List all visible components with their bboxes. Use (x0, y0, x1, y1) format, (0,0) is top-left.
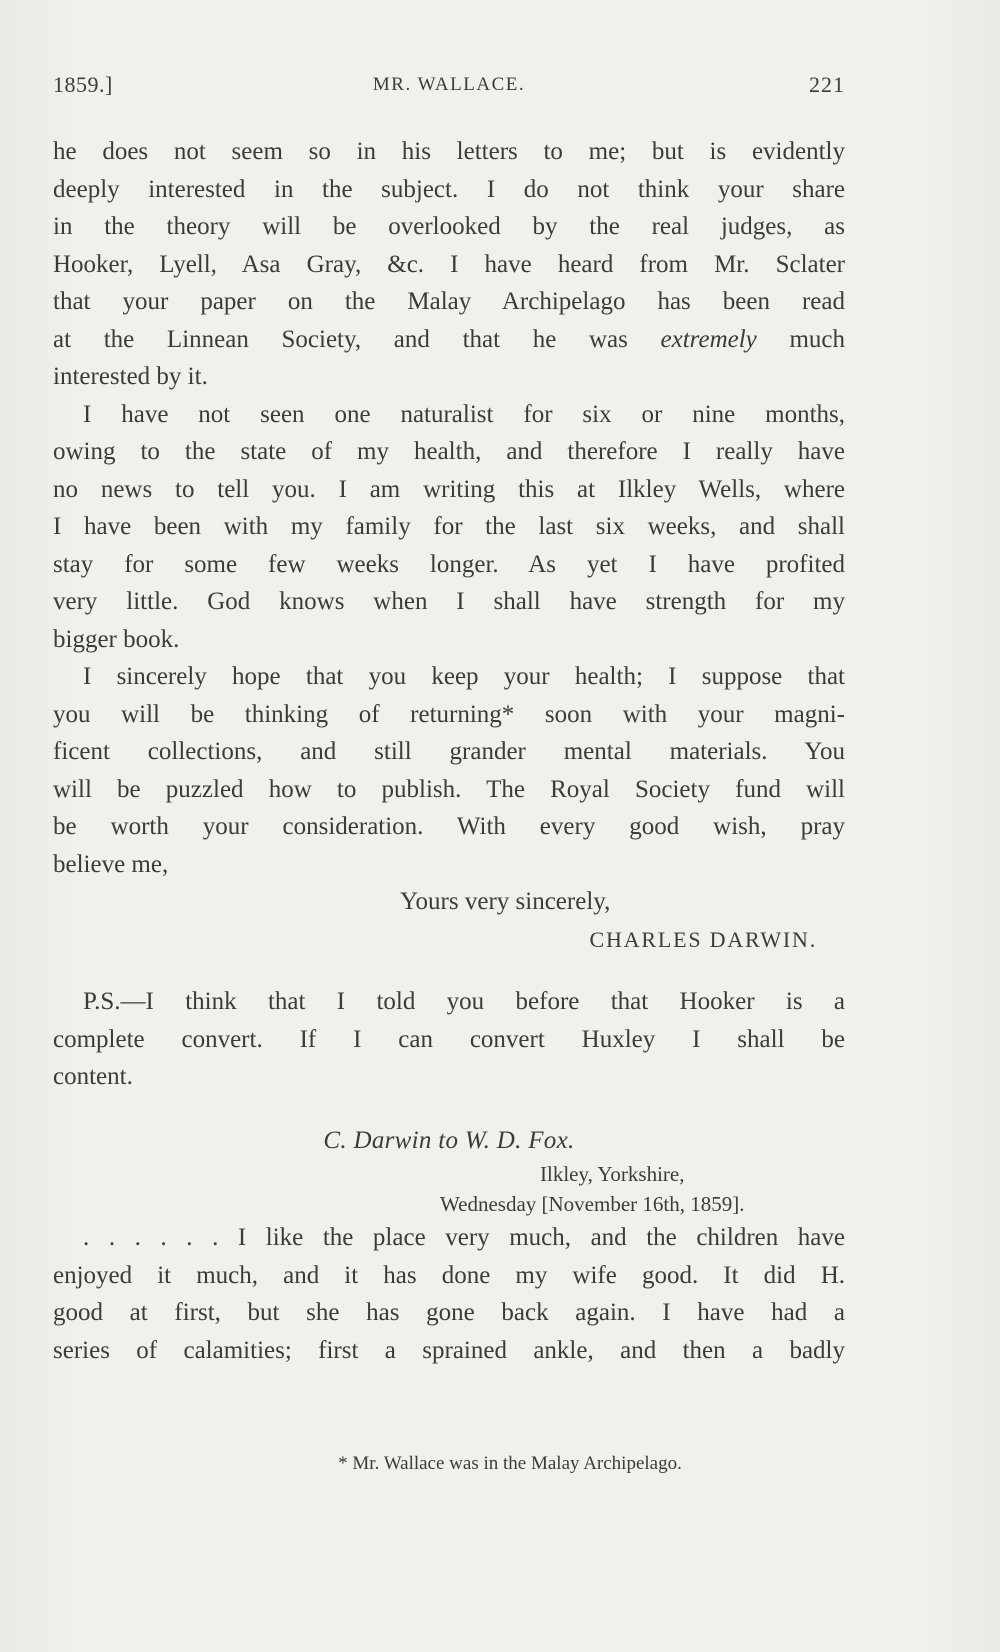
text-line: no news to tell you. I am writing this at Ilkley Wells, where (53, 475, 845, 503)
text-line: in the theory will be overlooked by the real judges, as (53, 213, 845, 240)
text-line: he does not seem so in his letters to me; but is evidently (53, 138, 845, 165)
letter-date: Wednesday [November 16th, 1859]. (440, 1192, 745, 1216)
running-head (53, 72, 845, 106)
text-line: ficent collections, and still grander mental materials. You (53, 738, 845, 765)
main-text (53, 133, 845, 1369)
text-fragment: much (756, 325, 845, 353)
text-line: you will be thinking of returning* soon with your magni- (53, 700, 845, 728)
footnote: * Mr. Wallace was in the Malay Archipelago. (338, 1453, 682, 1474)
postscript-line: content. (53, 1063, 133, 1090)
text-line: very little. God knows when I shall have strength for my (53, 588, 845, 615)
text-line: series of calamities; first a sprained ankle, and then a badly (53, 1336, 845, 1364)
text-line: that your paper on the Malay Archipelago has been read (53, 288, 845, 315)
letter-heading: C. Darwin to W. D. Fox. (323, 1126, 575, 1154)
text-line: enjoyed it much, and it has done my wife good. It did H. (53, 1261, 845, 1289)
text-line: stay for some few weeks longer. As yet I have profited (53, 550, 845, 578)
postscript-line: P.S.—I think that I told you before that Hooker is a (83, 988, 845, 1015)
running-head-year: 1859.] (53, 72, 113, 97)
emphasized-word: extremely (660, 325, 757, 353)
text-line: bigger book. (53, 625, 180, 653)
closing-salutation: Yours very sincerely, (400, 888, 611, 915)
text-line: I have not seen one naturalist for six or nine months, (83, 400, 845, 428)
text-line: good at first, but she has gone back again. I have had a (53, 1299, 845, 1326)
text-fragment: at the Linnean Society, and that he was (53, 325, 661, 353)
text-line: deeply interested in the subject. I do not think your share (53, 175, 845, 203)
spacer (53, 958, 845, 983)
text-line: . . . . . . I like the place very much, and the children have (83, 1224, 845, 1251)
text-line-emphasis (53, 321, 845, 359)
text-line: I have been with my family for the last six weeks, and shall (53, 513, 845, 540)
running-head-title: MR. WALLACE. (372, 74, 526, 95)
page-number: 221 (809, 72, 845, 97)
text-line: believe me, (53, 850, 169, 878)
text-line: I sincerely hope that you keep your health; I suppose that (83, 663, 845, 690)
text-line: will be puzzled how to publish. The Royal Society fund will (53, 775, 845, 803)
text-line: interested by it. (53, 363, 208, 390)
signature: CHARLES DARWIN. (589, 926, 817, 952)
text-line: owing to the state of my health, and therefore I really have (53, 438, 845, 465)
postscript-line: complete convert. If I can convert Huxley I shall be (53, 1025, 845, 1053)
text-line: be worth your consideration. With every good wish, pray (53, 813, 845, 840)
letter-place: Ilkley, Yorkshire, (540, 1162, 685, 1186)
text-line: Hooker, Lyell, Asa Gray, &c. I have heard from Mr. Sclater (53, 250, 845, 278)
